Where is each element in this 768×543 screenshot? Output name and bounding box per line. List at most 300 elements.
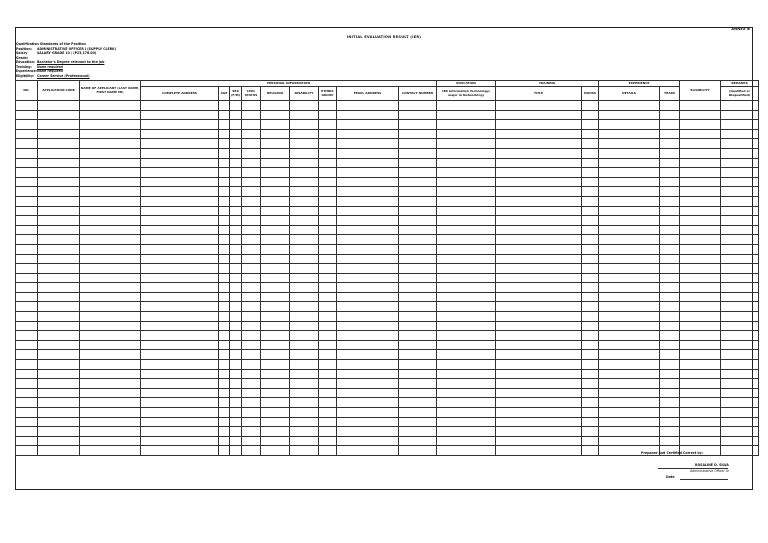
table-cell[interactable] xyxy=(680,216,721,226)
table-cell[interactable] xyxy=(16,264,38,274)
table-cell[interactable] xyxy=(219,283,230,293)
table-cell[interactable] xyxy=(337,340,399,350)
table-cell[interactable] xyxy=(219,206,230,216)
table-cell[interactable] xyxy=(38,398,80,408)
table-cell[interactable] xyxy=(290,139,319,149)
table-cell[interactable] xyxy=(290,177,319,187)
table-cell[interactable] xyxy=(660,340,680,350)
table-cell[interactable] xyxy=(680,120,721,130)
table-cell[interactable] xyxy=(242,148,261,158)
table-cell[interactable] xyxy=(290,129,319,139)
table-cell[interactable] xyxy=(680,158,721,168)
table-cell[interactable] xyxy=(660,254,680,264)
table-cell[interactable] xyxy=(290,110,319,120)
table-cell[interactable] xyxy=(496,225,582,235)
table-cell[interactable] xyxy=(319,436,337,446)
table-cell[interactable] xyxy=(16,302,38,312)
table-cell[interactable] xyxy=(599,206,660,216)
table-cell[interactable] xyxy=(582,446,599,456)
table-cell[interactable] xyxy=(660,388,680,398)
table-cell[interactable] xyxy=(16,408,38,418)
table-cell[interactable] xyxy=(242,340,261,350)
table-cell[interactable] xyxy=(242,254,261,264)
table-cell[interactable] xyxy=(38,273,80,283)
table-cell[interactable] xyxy=(141,120,219,130)
table-cell[interactable] xyxy=(290,331,319,341)
table-cell[interactable] xyxy=(80,110,141,120)
table-cell[interactable] xyxy=(660,168,680,178)
table-cell[interactable] xyxy=(496,408,582,418)
table-cell[interactable] xyxy=(242,312,261,322)
table-cell[interactable] xyxy=(582,388,599,398)
table-cell[interactable] xyxy=(582,331,599,341)
table-cell[interactable] xyxy=(261,235,290,245)
table-cell[interactable] xyxy=(599,388,660,398)
table-cell[interactable] xyxy=(437,340,496,350)
table-cell[interactable] xyxy=(141,379,219,389)
table-cell[interactable] xyxy=(80,398,141,408)
table-cell[interactable] xyxy=(319,148,337,158)
table-cell[interactable] xyxy=(496,120,582,130)
table-cell[interactable] xyxy=(721,225,759,235)
table-cell[interactable] xyxy=(660,360,680,370)
table-cell[interactable] xyxy=(219,244,230,254)
table-cell[interactable] xyxy=(290,264,319,274)
table-cell[interactable] xyxy=(261,244,290,254)
table-cell[interactable] xyxy=(80,312,141,322)
table-cell[interactable] xyxy=(319,350,337,360)
table-cell[interactable] xyxy=(141,331,219,341)
table-cell[interactable] xyxy=(141,436,219,446)
table-cell[interactable] xyxy=(437,292,496,302)
table-cell[interactable] xyxy=(141,206,219,216)
table-cell[interactable] xyxy=(337,312,399,322)
table-cell[interactable] xyxy=(680,302,721,312)
table-cell[interactable] xyxy=(80,158,141,168)
table-cell[interactable] xyxy=(319,187,337,197)
table-cell[interactable] xyxy=(16,283,38,293)
table-cell[interactable] xyxy=(80,225,141,235)
table-cell[interactable] xyxy=(399,129,437,139)
table-cell[interactable] xyxy=(319,110,337,120)
table-cell[interactable] xyxy=(16,331,38,341)
table-cell[interactable] xyxy=(337,379,399,389)
table-cell[interactable] xyxy=(16,187,38,197)
table-cell[interactable] xyxy=(496,302,582,312)
table-cell[interactable] xyxy=(261,417,290,427)
table-cell[interactable] xyxy=(680,312,721,322)
table-cell[interactable] xyxy=(680,427,721,437)
table-cell[interactable] xyxy=(80,360,141,370)
table-cell[interactable] xyxy=(437,388,496,398)
table-cell[interactable] xyxy=(599,168,660,178)
table-cell[interactable] xyxy=(496,379,582,389)
table-cell[interactable] xyxy=(242,110,261,120)
table-cell[interactable] xyxy=(437,408,496,418)
table-cell[interactable] xyxy=(680,139,721,149)
table-cell[interactable] xyxy=(219,417,230,427)
table-cell[interactable] xyxy=(219,177,230,187)
table-cell[interactable] xyxy=(721,148,759,158)
table-cell[interactable] xyxy=(399,254,437,264)
table-cell[interactable] xyxy=(141,312,219,322)
table-cell[interactable] xyxy=(242,350,261,360)
table-cell[interactable] xyxy=(599,101,660,111)
table-cell[interactable] xyxy=(319,427,337,437)
table-cell[interactable] xyxy=(16,225,38,235)
table-cell[interactable] xyxy=(680,273,721,283)
table-cell[interactable] xyxy=(242,168,261,178)
table-cell[interactable] xyxy=(337,350,399,360)
table-cell[interactable] xyxy=(660,187,680,197)
table-cell[interactable] xyxy=(16,417,38,427)
table-cell[interactable] xyxy=(399,292,437,302)
table-cell[interactable] xyxy=(80,446,141,456)
table-cell[interactable] xyxy=(230,235,242,245)
table-cell[interactable] xyxy=(660,158,680,168)
table-cell[interactable] xyxy=(582,177,599,187)
table-cell[interactable] xyxy=(660,273,680,283)
table-cell[interactable] xyxy=(38,158,80,168)
table-cell[interactable] xyxy=(38,388,80,398)
table-cell[interactable] xyxy=(399,168,437,178)
table-cell[interactable] xyxy=(496,168,582,178)
table-cell[interactable] xyxy=(230,129,242,139)
table-cell[interactable] xyxy=(599,360,660,370)
table-cell[interactable] xyxy=(437,206,496,216)
table-cell[interactable] xyxy=(290,235,319,245)
table-cell[interactable] xyxy=(319,283,337,293)
table-cell[interactable] xyxy=(80,235,141,245)
table-cell[interactable] xyxy=(337,177,399,187)
table-cell[interactable] xyxy=(230,244,242,254)
table-cell[interactable] xyxy=(319,235,337,245)
table-cell[interactable] xyxy=(290,254,319,264)
table-cell[interactable] xyxy=(38,235,80,245)
table-cell[interactable] xyxy=(141,398,219,408)
table-cell[interactable] xyxy=(337,264,399,274)
table-cell[interactable] xyxy=(319,264,337,274)
table-cell[interactable] xyxy=(38,129,80,139)
table-cell[interactable] xyxy=(261,321,290,331)
table-cell[interactable] xyxy=(721,244,759,254)
table-cell[interactable] xyxy=(680,235,721,245)
table-cell[interactable] xyxy=(230,139,242,149)
table-cell[interactable] xyxy=(261,302,290,312)
table-cell[interactable] xyxy=(290,417,319,427)
table-cell[interactable] xyxy=(80,216,141,226)
table-cell[interactable] xyxy=(599,283,660,293)
table-cell[interactable] xyxy=(599,321,660,331)
table-cell[interactable] xyxy=(599,264,660,274)
table-cell[interactable] xyxy=(16,398,38,408)
table-cell[interactable] xyxy=(721,254,759,264)
table-cell[interactable] xyxy=(680,340,721,350)
table-cell[interactable] xyxy=(680,168,721,178)
table-cell[interactable] xyxy=(319,388,337,398)
table-cell[interactable] xyxy=(496,369,582,379)
table-cell[interactable] xyxy=(399,436,437,446)
table-cell[interactable] xyxy=(261,110,290,120)
table-cell[interactable] xyxy=(399,216,437,226)
table-cell[interactable] xyxy=(16,110,38,120)
table-cell[interactable] xyxy=(582,302,599,312)
table-cell[interactable] xyxy=(337,168,399,178)
table-cell[interactable] xyxy=(261,379,290,389)
table-cell[interactable] xyxy=(16,206,38,216)
table-cell[interactable] xyxy=(437,398,496,408)
table-cell[interactable] xyxy=(582,427,599,437)
table-cell[interactable] xyxy=(399,312,437,322)
table-cell[interactable] xyxy=(721,350,759,360)
table-cell[interactable] xyxy=(141,417,219,427)
table-cell[interactable] xyxy=(721,129,759,139)
table-cell[interactable] xyxy=(230,110,242,120)
table-cell[interactable] xyxy=(242,129,261,139)
table-cell[interactable] xyxy=(80,379,141,389)
table-cell[interactable] xyxy=(399,235,437,245)
table-cell[interactable] xyxy=(219,321,230,331)
table-cell[interactable] xyxy=(680,264,721,274)
table-cell[interactable] xyxy=(660,129,680,139)
table-cell[interactable] xyxy=(219,264,230,274)
table-cell[interactable] xyxy=(680,101,721,111)
table-cell[interactable] xyxy=(496,235,582,245)
table-cell[interactable] xyxy=(290,273,319,283)
table-cell[interactable] xyxy=(582,350,599,360)
table-cell[interactable] xyxy=(437,235,496,245)
table-cell[interactable] xyxy=(437,446,496,456)
table-cell[interactable] xyxy=(16,148,38,158)
table-cell[interactable] xyxy=(16,388,38,398)
table-cell[interactable] xyxy=(80,264,141,274)
table-cell[interactable] xyxy=(230,148,242,158)
table-cell[interactable] xyxy=(582,273,599,283)
table-cell[interactable] xyxy=(399,148,437,158)
table-cell[interactable] xyxy=(680,283,721,293)
table-cell[interactable] xyxy=(16,436,38,446)
table-cell[interactable] xyxy=(721,331,759,341)
table-cell[interactable] xyxy=(337,436,399,446)
table-cell[interactable] xyxy=(16,177,38,187)
table-cell[interactable] xyxy=(242,302,261,312)
table-cell[interactable] xyxy=(582,321,599,331)
table-cell[interactable] xyxy=(496,148,582,158)
table-cell[interactable] xyxy=(80,427,141,437)
table-cell[interactable] xyxy=(38,254,80,264)
table-cell[interactable] xyxy=(721,187,759,197)
table-cell[interactable] xyxy=(80,148,141,158)
table-cell[interactable] xyxy=(242,321,261,331)
table-cell[interactable] xyxy=(599,398,660,408)
table-cell[interactable] xyxy=(721,417,759,427)
table-cell[interactable] xyxy=(599,408,660,418)
table-cell[interactable] xyxy=(230,168,242,178)
table-cell[interactable] xyxy=(496,388,582,398)
table-cell[interactable] xyxy=(290,292,319,302)
table-cell[interactable] xyxy=(242,360,261,370)
table-cell[interactable] xyxy=(290,148,319,158)
table-cell[interactable] xyxy=(337,398,399,408)
table-cell[interactable] xyxy=(219,446,230,456)
table-cell[interactable] xyxy=(219,340,230,350)
table-cell[interactable] xyxy=(16,369,38,379)
table-cell[interactable] xyxy=(16,101,38,111)
table-cell[interactable] xyxy=(721,446,759,456)
table-cell[interactable] xyxy=(230,216,242,226)
table-cell[interactable] xyxy=(219,225,230,235)
table-cell[interactable] xyxy=(219,139,230,149)
table-cell[interactable] xyxy=(337,408,399,418)
table-cell[interactable] xyxy=(399,110,437,120)
table-cell[interactable] xyxy=(219,302,230,312)
table-cell[interactable] xyxy=(80,168,141,178)
table-cell[interactable] xyxy=(496,273,582,283)
table-cell[interactable] xyxy=(290,312,319,322)
table-cell[interactable] xyxy=(721,283,759,293)
table-cell[interactable] xyxy=(680,379,721,389)
table-cell[interactable] xyxy=(290,101,319,111)
table-cell[interactable] xyxy=(599,196,660,206)
table-cell[interactable] xyxy=(38,225,80,235)
table-cell[interactable] xyxy=(437,244,496,254)
table-cell[interactable] xyxy=(261,331,290,341)
table-cell[interactable] xyxy=(230,196,242,206)
table-cell[interactable] xyxy=(599,331,660,341)
table-cell[interactable] xyxy=(230,360,242,370)
table-cell[interactable] xyxy=(496,264,582,274)
table-cell[interactable] xyxy=(337,388,399,398)
table-cell[interactable] xyxy=(319,292,337,302)
table-cell[interactable] xyxy=(337,417,399,427)
table-cell[interactable] xyxy=(230,283,242,293)
table-cell[interactable] xyxy=(230,177,242,187)
table-cell[interactable] xyxy=(582,235,599,245)
table-cell[interactable] xyxy=(582,369,599,379)
table-cell[interactable] xyxy=(290,446,319,456)
table-cell[interactable] xyxy=(80,187,141,197)
table-cell[interactable] xyxy=(660,216,680,226)
table-cell[interactable] xyxy=(80,196,141,206)
table-cell[interactable] xyxy=(680,244,721,254)
table-cell[interactable] xyxy=(141,273,219,283)
table-cell[interactable] xyxy=(399,101,437,111)
table-cell[interactable] xyxy=(437,168,496,178)
table-cell[interactable] xyxy=(599,177,660,187)
table-cell[interactable] xyxy=(337,360,399,370)
table-cell[interactable] xyxy=(680,350,721,360)
table-cell[interactable] xyxy=(319,168,337,178)
table-cell[interactable] xyxy=(261,225,290,235)
table-cell[interactable] xyxy=(660,331,680,341)
table-cell[interactable] xyxy=(496,331,582,341)
table-cell[interactable] xyxy=(141,148,219,158)
table-cell[interactable] xyxy=(141,292,219,302)
table-cell[interactable] xyxy=(80,292,141,302)
table-cell[interactable] xyxy=(261,283,290,293)
table-cell[interactable] xyxy=(599,312,660,322)
table-cell[interactable] xyxy=(38,417,80,427)
table-cell[interactable] xyxy=(496,254,582,264)
table-cell[interactable] xyxy=(319,379,337,389)
table-cell[interactable] xyxy=(290,340,319,350)
table-cell[interactable] xyxy=(660,398,680,408)
table-cell[interactable] xyxy=(582,360,599,370)
table-cell[interactable] xyxy=(399,321,437,331)
table-cell[interactable] xyxy=(721,101,759,111)
table-cell[interactable] xyxy=(141,235,219,245)
table-cell[interactable] xyxy=(660,302,680,312)
table-cell[interactable] xyxy=(230,350,242,360)
table-cell[interactable] xyxy=(660,427,680,437)
table-cell[interactable] xyxy=(261,139,290,149)
table-cell[interactable] xyxy=(242,187,261,197)
table-cell[interactable] xyxy=(230,158,242,168)
table-cell[interactable] xyxy=(141,244,219,254)
table-cell[interactable] xyxy=(290,225,319,235)
table-cell[interactable] xyxy=(721,321,759,331)
table-cell[interactable] xyxy=(660,110,680,120)
table-cell[interactable] xyxy=(337,283,399,293)
table-cell[interactable] xyxy=(680,148,721,158)
table-cell[interactable] xyxy=(290,360,319,370)
table-cell[interactable] xyxy=(290,168,319,178)
table-cell[interactable] xyxy=(496,427,582,437)
table-cell[interactable] xyxy=(261,168,290,178)
table-cell[interactable] xyxy=(230,388,242,398)
table-cell[interactable] xyxy=(261,206,290,216)
table-cell[interactable] xyxy=(399,360,437,370)
table-cell[interactable] xyxy=(437,360,496,370)
table-cell[interactable] xyxy=(721,436,759,446)
table-cell[interactable] xyxy=(290,427,319,437)
table-cell[interactable] xyxy=(38,369,80,379)
table-cell[interactable] xyxy=(680,206,721,216)
table-cell[interactable] xyxy=(496,340,582,350)
table-cell[interactable] xyxy=(80,340,141,350)
table-cell[interactable] xyxy=(319,408,337,418)
table-cell[interactable] xyxy=(399,283,437,293)
table-cell[interactable] xyxy=(219,427,230,437)
table-cell[interactable] xyxy=(437,187,496,197)
table-cell[interactable] xyxy=(319,273,337,283)
table-cell[interactable] xyxy=(337,101,399,111)
table-cell[interactable] xyxy=(660,350,680,360)
table-cell[interactable] xyxy=(496,244,582,254)
table-cell[interactable] xyxy=(290,388,319,398)
table-cell[interactable] xyxy=(599,302,660,312)
table-cell[interactable] xyxy=(599,148,660,158)
table-cell[interactable] xyxy=(319,244,337,254)
table-cell[interactable] xyxy=(261,196,290,206)
table-cell[interactable] xyxy=(496,283,582,293)
table-cell[interactable] xyxy=(242,225,261,235)
table-cell[interactable] xyxy=(399,379,437,389)
table-cell[interactable] xyxy=(80,129,141,139)
table-cell[interactable] xyxy=(219,101,230,111)
table-cell[interactable] xyxy=(80,350,141,360)
table-cell[interactable] xyxy=(261,101,290,111)
table-cell[interactable] xyxy=(399,340,437,350)
table-cell[interactable] xyxy=(38,139,80,149)
table-cell[interactable] xyxy=(38,177,80,187)
table-cell[interactable] xyxy=(38,187,80,197)
table-cell[interactable] xyxy=(141,139,219,149)
table-cell[interactable] xyxy=(319,254,337,264)
table-cell[interactable] xyxy=(660,139,680,149)
table-cell[interactable] xyxy=(660,148,680,158)
table-cell[interactable] xyxy=(230,264,242,274)
